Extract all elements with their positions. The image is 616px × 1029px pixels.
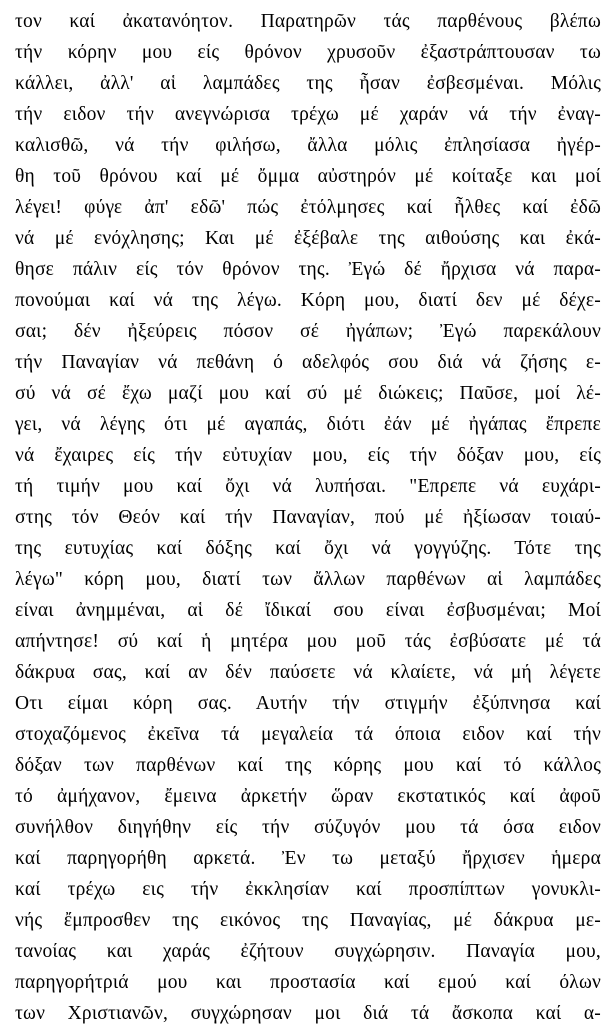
- text-line: σύ νά σέ ἔχω μαζί μου καί σύ μέ διώκεις; Παῦσε, μοί λέ-: [15, 383, 601, 404]
- text-line: θησε πάλιν είς τόν θρόνον της. Ἐγώ δέ ἤρχισα νά παρα-: [15, 259, 601, 280]
- text-line: λέγω" κόρη μου, διατί των ἄλλων παρθένων αἱ λαμπάδες: [15, 569, 601, 590]
- text-line: απήντησε! σύ καί ἡ μητέρα μου μοῦ τάς ἐσβύσατε μέ τά: [15, 631, 601, 652]
- text-line: τό ἀμήχανον, ἔμεινα ἀρκετήν ὥραν εκστατικός καί ἀφοῦ: [15, 786, 601, 807]
- text-line: συνήλθον διηγήθην είς τήν σύζυγόν μου τά όσα ειδον: [15, 817, 601, 838]
- text-line: καί τρέχω εις τήν ἐκκλησίαν καί προσπίπτων γονυκλι-: [15, 879, 601, 900]
- text-line: νής ἔμπροσθεν της εικόνος της Παναγίας, μέ δάκρυα με-: [15, 910, 601, 931]
- text-line: της ευτυχίας καί δόξης καί ὄχι νά γογγύζης. Τότε της: [15, 538, 601, 559]
- text-line: τον καί ἀκατανόητον. Παρατηρῶν τάς παρθένους βλέπω: [15, 11, 601, 32]
- text-line: παρηγορήτριά μου και προστασία καί εμού καί όλων: [15, 972, 601, 993]
- text-line: καλισθῶ, νά τήν φιλήσω, ἄλλα μόλις ἐπλησίασα ἠγέρ-: [15, 135, 601, 156]
- text-line: λέγει! φύγε ἀπ' εδῶ' πώς ἐτόλμησες καί ἦλθες καί ἐδῶ: [15, 197, 601, 218]
- text-line: τήν κόρην μου είς θρόνον χρυσοῦν ἐξαστράπτουσαν τω: [15, 42, 601, 63]
- text-line: γει, νά λέγης ότι μέ αγαπάς, διότι ἐάν μέ ἠγάπας ἔπρεπε: [15, 414, 601, 435]
- text-line: πονούμαι καί νά της λέγω. Κόρη μου, διατί δεν μέ δέχε-: [15, 290, 601, 311]
- text-line: τήν ειδον τήν ανεγνώρισα τρέχω μέ χαράν νά τήν ἐναγ-: [15, 104, 601, 125]
- text-line: σαι; δέν ἠξεύρεις πόσον σέ ἠγάπων; Ἐγώ παρεκάλουν: [15, 321, 601, 342]
- text-line: θη τοῦ θρόνου καί μέ ὄμμα αὐστηρόν μέ κοίταξε και μοί: [15, 166, 601, 187]
- text-line: Οτι είμαι κόρη σας. Αυτήν τήν στιγμήν ἐξύπνησα καί: [15, 693, 601, 714]
- text-line: τανοίας και χαράς ἐζήτουν συγχώρησιν. Παναγία μου,: [15, 941, 601, 962]
- text-line: τήν Παναγίαν νά πεθάνη ό αδελφός σου διά νά ζήσης ε-: [15, 352, 601, 373]
- text-line: νά ἔχαιρες είς τήν εὐτυχίαν μου, είς τήν δόξαν μου, είς: [15, 445, 601, 466]
- text-line: δόξαν των παρθένων καί της κόρης μου καί τό κάλλος: [15, 755, 601, 776]
- text-line: των Χριστιανῶν, συγχώρησαν μοι διά τά ἄσκοπα καί α-: [15, 1003, 601, 1024]
- text-line: δάκρυα σας, καί αν δέν παύσετε νά κλαίετε, νά μή λέγετε: [15, 662, 601, 683]
- text-line: είναι ἀνημμέναι, αἱ δέ ἴδικαί σου είναι ἐσβυσμέναι; Μοί: [15, 600, 601, 621]
- text-line: νά μέ ενόχλησης; Και μέ ἐξέβαλε της αιθούσης και ἐκά-: [15, 228, 601, 249]
- text-line: κάλλει, ἀλλ' αἱ λαμπάδες της ἦσαν ἐσβεσμέναι. Μόλις: [15, 73, 601, 94]
- text-line: τή τιμήν μου καί ὄχι νά λυπήσαι. "Επρεπε νά ευχάρι-: [15, 476, 601, 497]
- text-line: στης τόν Θεόν καί τήν Παναγίαν, πού μέ ἠξίωσαν τοιαύ-: [15, 507, 601, 528]
- body-text: [15, 6, 601, 1029]
- text-line: στοχαζόμενος ἐκεῖνα τά μεγαλεία τά όποια ειδον καί τήν: [15, 724, 601, 745]
- text-line: καί παρηγορήθη αρκετά. Ἐν τω μεταξύ ἤρχισεν ἡμερα: [15, 848, 601, 869]
